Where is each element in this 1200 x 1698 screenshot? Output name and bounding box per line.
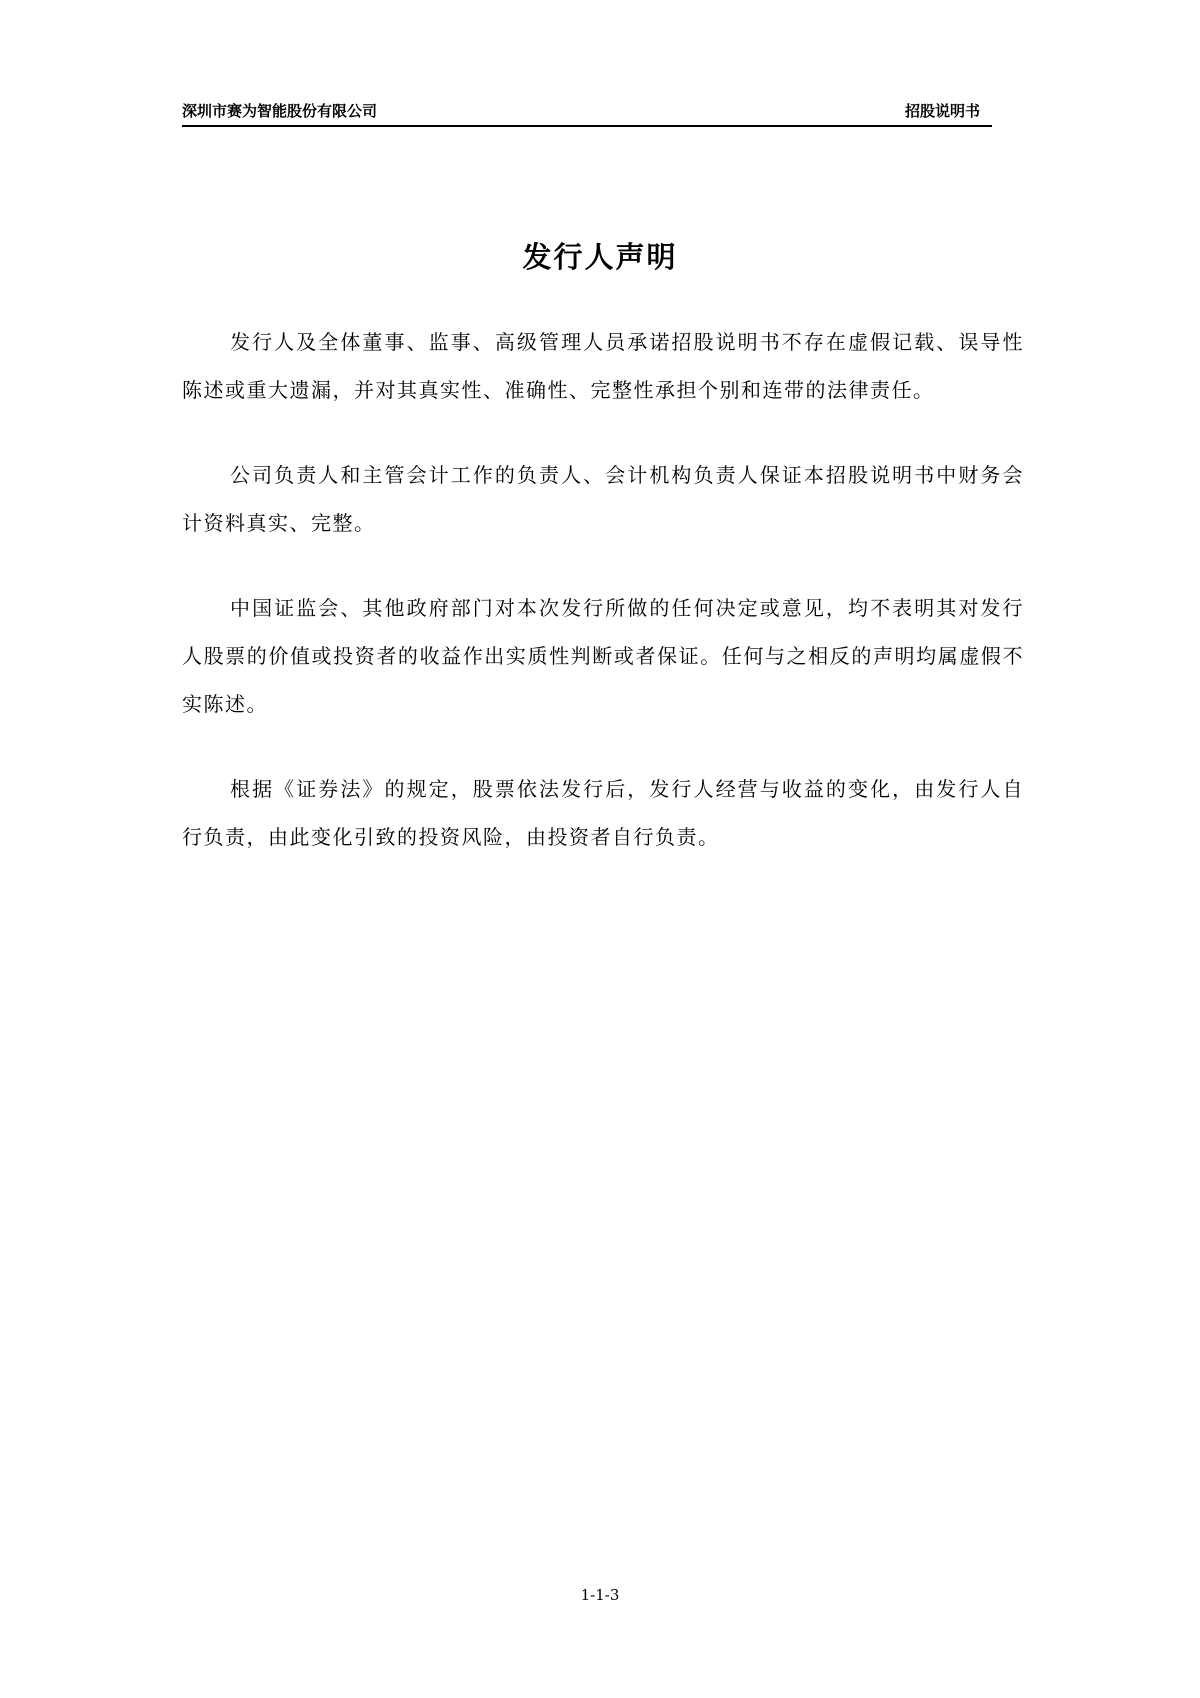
header-company-name: 深圳市赛为智能股份有限公司	[182, 102, 378, 120]
statement-paragraph-2: 公司负责人和主管会计工作的负责人、会计机构负责人保证本招股说明书中财务会计资料真实、完整。	[182, 463, 1024, 535]
page-number: 1-1-3	[580, 1586, 620, 1604]
statement-paragraph-1: 发行人及全体董事、监事、高级管理人员承诺招股说明书不存在虚假记载、误导性陈述或重大遗漏，并对其真实性、准确性、完整性承担个别和连带的法律责任。	[182, 330, 1024, 402]
statement-body	[182, 318, 1024, 898]
header-document-type: 招股说明书	[904, 102, 980, 120]
statement-paragraph-4: 根据《证券法》的规定，股票依法发行后，发行人经营与收益的变化，由发行人自行负责，由此变化引致的投资风险，由投资者自行负责。	[182, 777, 1024, 849]
statement-paragraph-3: 中国证监会、其他政府部门对本次发行所做的任何决定或意见，均不表明其对发行人股票的价值或投资者的收益作出实质性判断或者保证。任何与之相反的声明均属虚假不实陈述。	[182, 596, 1024, 716]
page-header	[182, 99, 992, 127]
page-title: 发行人声明	[522, 240, 678, 274]
